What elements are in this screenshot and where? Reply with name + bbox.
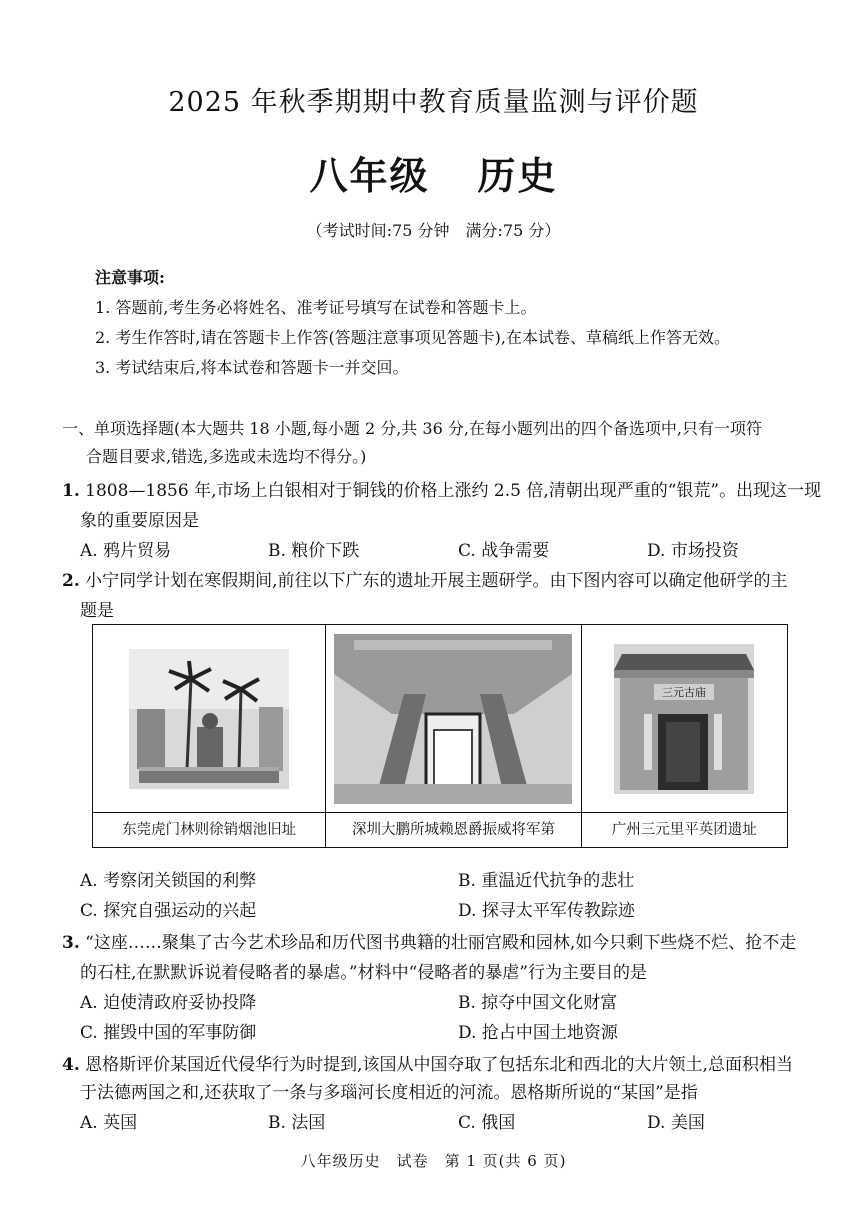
question-number: 1.	[62, 481, 80, 501]
question-3	[62, 928, 796, 953]
question-4	[62, 1050, 793, 1075]
option-a[interactable]: A. 鸦片贸易	[80, 541, 172, 561]
option-d[interactable]: D. 探寻太平军传教踪迹	[458, 901, 635, 921]
question-1-cont: 象的重要原因是	[80, 511, 199, 531]
option-c[interactable]: C. 战争需要	[458, 541, 550, 561]
page-footer: 八年级历史 试卷 第 1 页(共 6 页)	[300, 1152, 567, 1170]
humen-image	[129, 649, 289, 789]
sanyuanli-photo	[582, 625, 787, 813]
notice-item: 2. 考生作答时,请在答题卡上作答(答题注意事项见答题卡),在本试卷、草稿纸上作答无效。	[95, 328, 731, 347]
option-b[interactable]: B. 法国	[268, 1113, 326, 1133]
question-number: 4.	[62, 1055, 80, 1075]
question-2	[62, 566, 788, 591]
question-number: 2.	[62, 571, 80, 591]
option-c[interactable]: C. 探究自强运动的兴起	[80, 901, 257, 921]
section-instructions: 一、单项选择题(本大题共 18 小题,每小题 2 分,共 36 分,在每小题列出的四个备选项中,只有一项符	[62, 419, 763, 438]
option-c[interactable]: C. 俄国	[458, 1113, 516, 1133]
notice-item: 1. 答题前,考生务必将姓名、准考证号填写在试卷和答题卡上。	[95, 298, 537, 317]
photo-caption: 东莞虎门林则徐销烟池旧址	[122, 822, 297, 838]
question-text: “这座……聚集了古今艺术珍品和历代图书典籍的壮丽宫殿和园林,如今只剩下些烧不烂、抢不走	[85, 933, 797, 953]
exam-title: 2025 年秋季期期中教育质量监测与评价题	[168, 87, 699, 118]
subject-label: 历史	[477, 153, 558, 198]
question-number: 3.	[62, 933, 80, 953]
humen-photo	[93, 625, 325, 813]
photo-cell-dapeng	[326, 625, 581, 847]
dapeng-image	[334, 634, 572, 804]
question-1	[62, 476, 821, 501]
exam-subject	[0, 145, 867, 200]
site-photos-table	[92, 624, 788, 848]
section-instructions-cont: 合题目要求,错选,多选或未选均不得分。)	[86, 447, 367, 466]
question-text: 恩格斯评价某国近代侵华行为时提到,该国从中国夺取了包括东北和西北的大片领土,总面积相当	[85, 1055, 793, 1075]
option-c[interactable]: C. 摧毁中国的军事防御	[80, 1023, 257, 1043]
photo-caption: 广州三元里平英团遗址	[611, 822, 757, 838]
option-d[interactable]: D. 美国	[647, 1113, 705, 1133]
option-b[interactable]: B. 掠夺中国文化财富	[458, 993, 618, 1013]
option-a[interactable]: A. 考察闭关锁国的利弊	[80, 871, 257, 891]
photo-caption: 深圳大鹏所城赖恩爵振威将军第	[351, 822, 555, 838]
photo-cell-sanyuanli	[582, 625, 787, 847]
option-a[interactable]: A. 迫使清政府妥协投降	[80, 993, 257, 1013]
notice-heading: 注意事项:	[95, 268, 165, 287]
option-d[interactable]: D. 市场投资	[647, 541, 739, 561]
option-a[interactable]: A. 英国	[80, 1113, 138, 1133]
question-4-cont: 于法德两国之和,还获取了一条与多瑙河长度相近的河流。恩格斯所说的“某国”是指	[80, 1083, 698, 1103]
question-3-cont: 的石柱,在默默诉说着侵略者的暴虐。”材料中“侵略者的暴虐”行为主要目的是	[80, 963, 647, 983]
photo-cell-humen	[93, 625, 326, 847]
option-b[interactable]: B. 重温近代抗争的悲壮	[458, 871, 635, 891]
sanyuanli-image	[614, 644, 754, 794]
dapeng-photo	[326, 625, 580, 813]
option-d[interactable]: D. 抢占中国土地资源	[458, 1023, 618, 1043]
grade-label: 八年级	[309, 153, 430, 198]
option-b[interactable]: B. 粮价下跌	[268, 541, 360, 561]
question-text: 1808—1856 年,市场上白银相对于铜钱的价格上涨约 2.5 倍,清朝出现严重的“银荒”。出现这一现	[85, 481, 822, 501]
notice-item: 3. 考试结束后,将本试卷和答题卡一并交回。	[95, 358, 409, 377]
question-2-cont: 题是	[80, 601, 114, 621]
temple-plaque: 三元古庙	[662, 685, 707, 699]
question-text: 小宁同学计划在寒假期间,前往以下广东的遗址开展主题研学。由下图内容可以确定他研学的主	[85, 571, 788, 591]
exam-meta: （考试时间:75 分钟 满分:75 分）	[306, 221, 561, 240]
